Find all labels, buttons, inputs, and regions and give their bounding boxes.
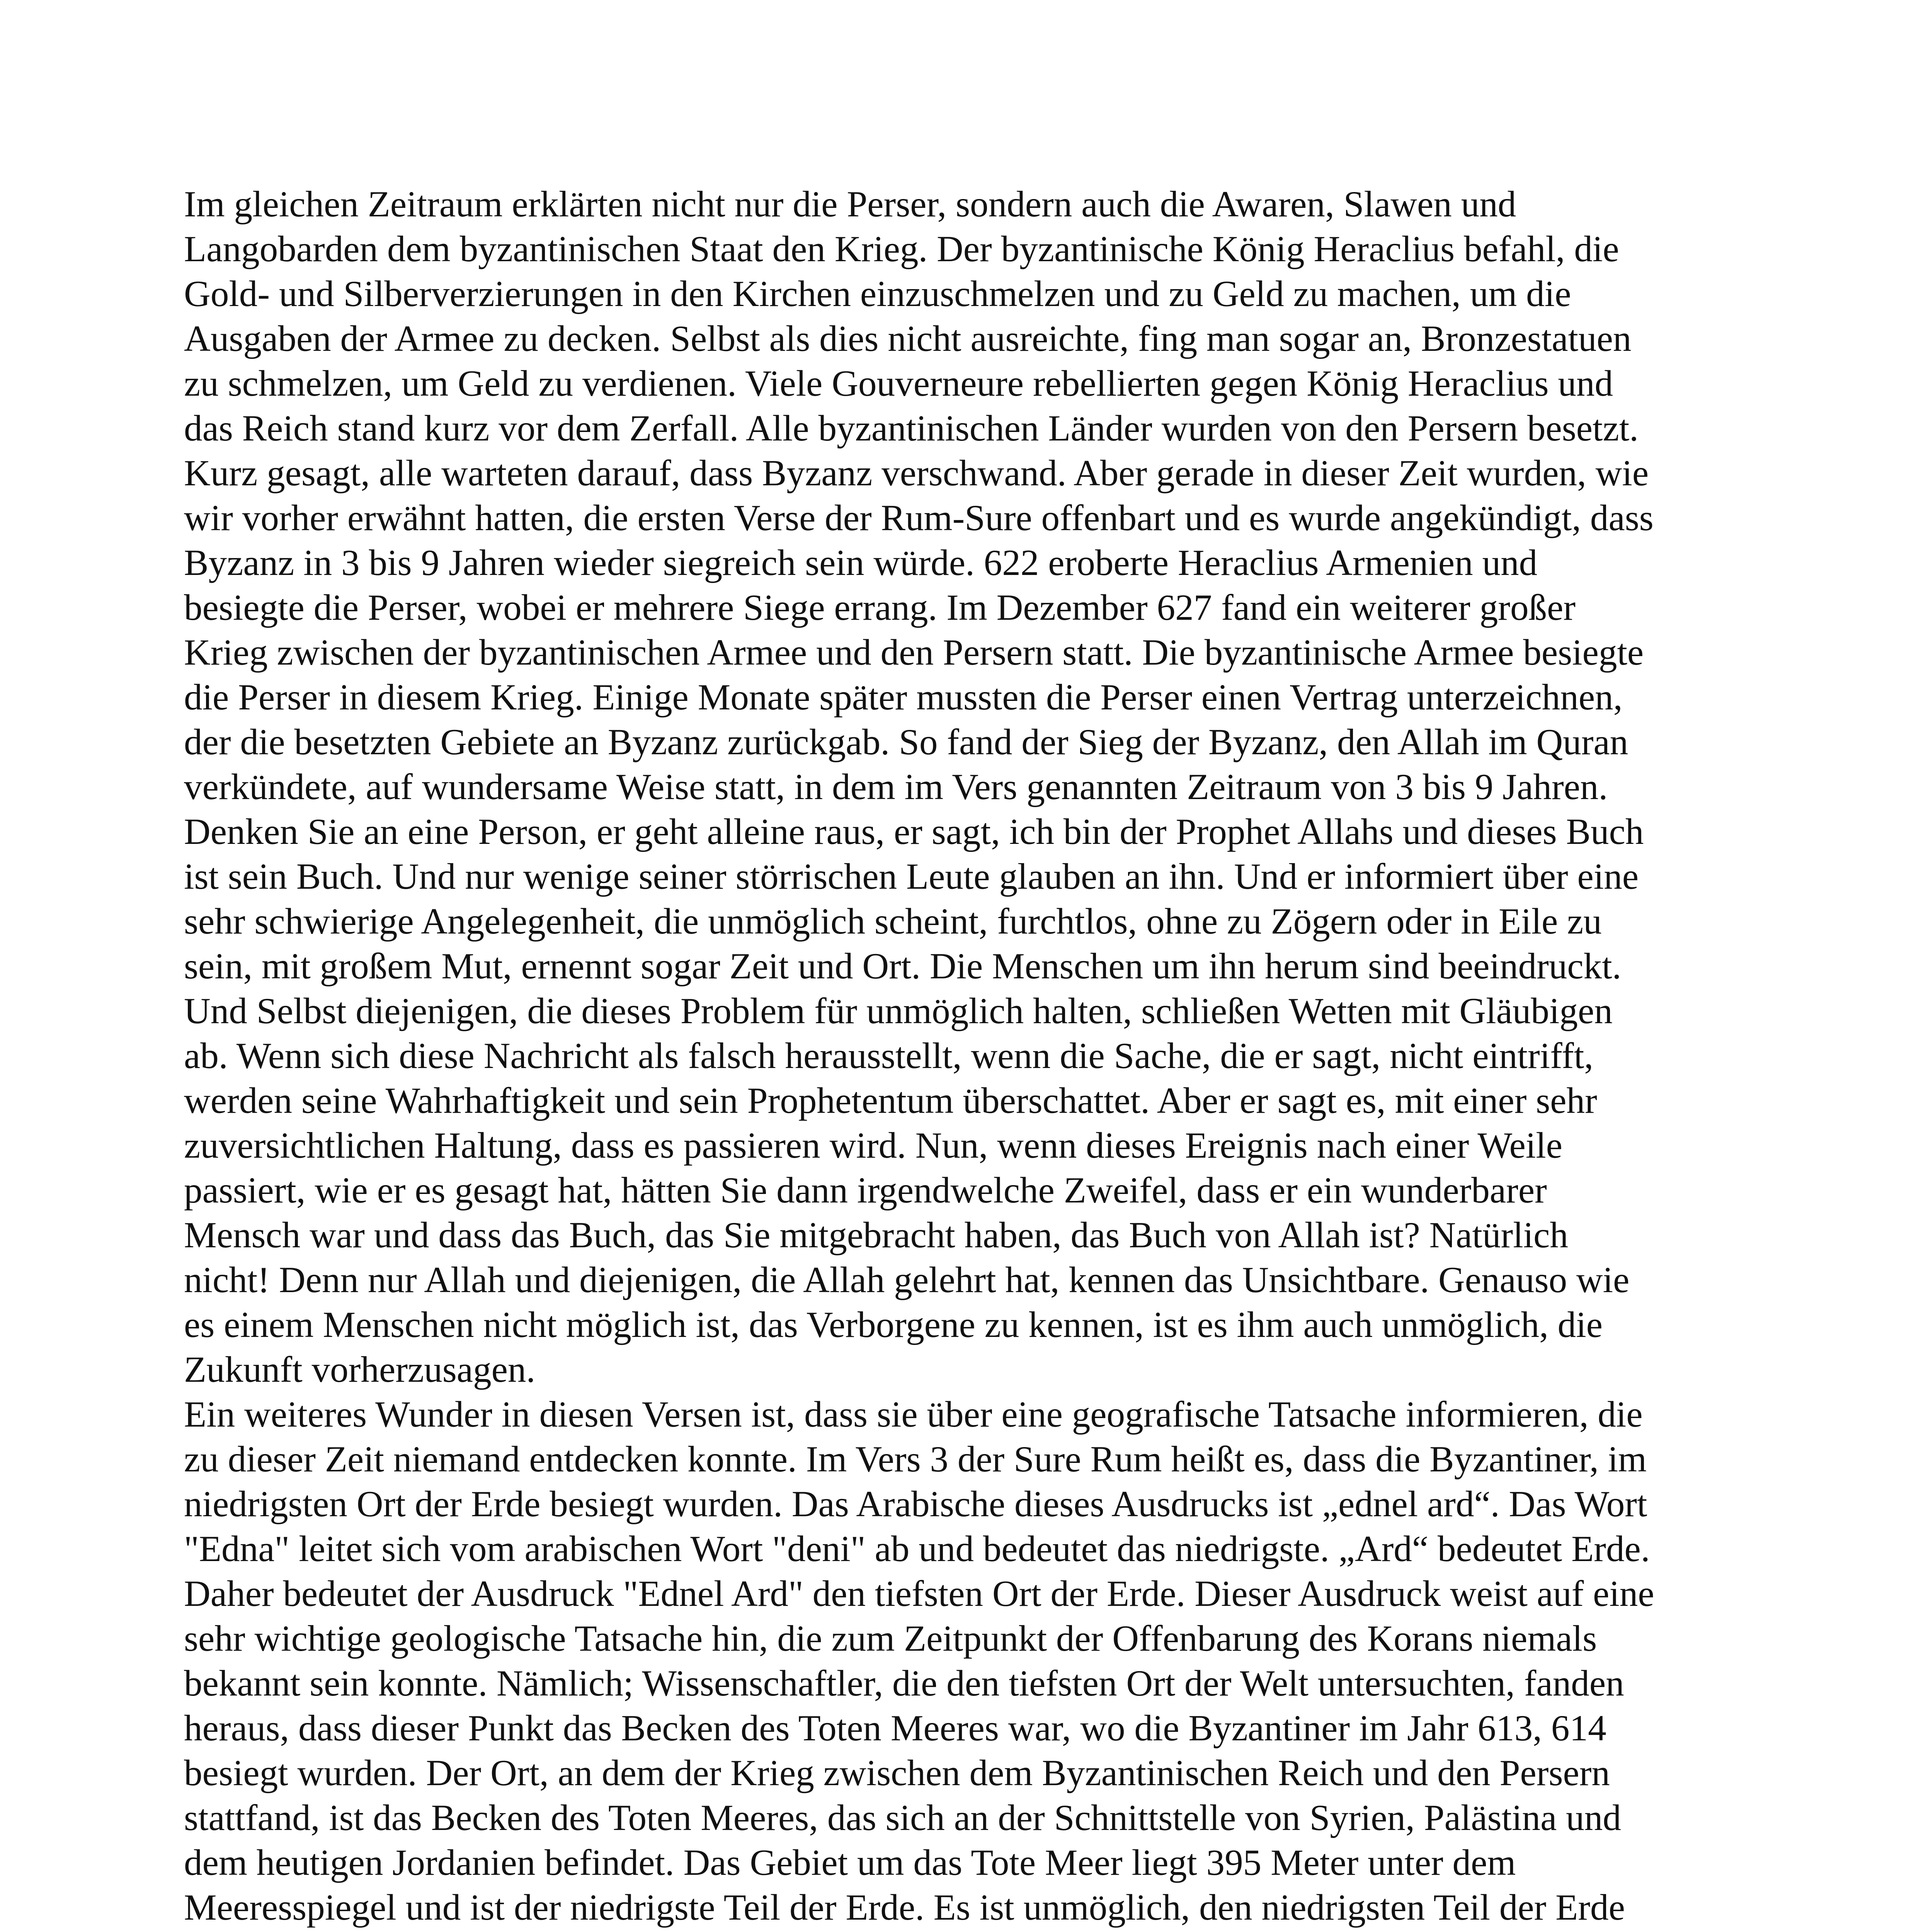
text-line: Im gleichen Zeitraum erklärten nicht nur die Perser, sondern auch die Awaren, Slawen und [184,184,1516,224]
text-line: ab. Wenn sich diese Nachricht als falsch herausstellt, wenn die Sache, die er sagt, nicht eintrifft, [184,1035,1594,1076]
body-paragraph-1 [184,182,1784,1392]
text-line: sein, mit großem Mut, ernennt sogar Zeit und Ort. Die Menschen um ihn herum sind beeindruckt. [184,946,1622,986]
text-line: Gold- und Silberverzierungen in den Kirchen einzuschmelzen und zu Geld zu machen, um die [184,273,1571,314]
document-page [184,182,1784,1932]
text-line: Zukunft vorherzusagen. [184,1349,536,1390]
text-line: Mensch war und dass das Buch, das Sie mitgebracht haben, das Buch von Allah ist? Natürlich [184,1214,1568,1255]
text-line: sehr wichtige geologische Tatsache hin, die zum Zeitpunkt der Offenbarung des Korans niemals [184,1618,1597,1659]
text-line: besiegt wurden. Der Ort, an dem der Krieg zwischen dem Byzantinischen Reich und den Persern [184,1752,1610,1793]
text-line: zuversichtlichen Haltung, dass es passieren wird. Nun, wenn dieses Ereignis nach einer Weile [184,1125,1562,1166]
text-line: nicht! Denn nur Allah und diejenigen, die Allah gelehrt hat, kennen das Unsichtbare. Genauso wie [184,1259,1630,1300]
text-line: heraus, dass dieser Punkt das Becken des Toten Meeres war, wo die Byzantiner im Jahr 613, 614 [184,1708,1606,1748]
text-line: ist sein Buch. Und nur wenige seiner störrischen Leute glauben an ihn. Und er informiert über eine [184,856,1639,897]
text-line: Daher bedeutet der Ausdruck "Ednel Ard" den tiefsten Ort der Erde. Dieser Ausdruck weist auf eine [184,1573,1654,1614]
text-line: stattfand, ist das Becken des Toten Meeres, das sich an der Schnittstelle von Syrien, Palästina und [184,1797,1621,1838]
text-line: bekannt sein konnte. Nämlich; Wissenschaftler, die den tiefsten Ort der Welt untersuchten, fanden [184,1663,1624,1704]
text-line: "Edna" leitet sich vom arabischen Wort "deni" ab und bedeutet das niedrigste. „Ard“ bedeutet Erde. [184,1528,1650,1569]
text-line: werden seine Wahrhaftigkeit und sein Prophetentum überschattet. Aber er sagt es, mit einer sehr [184,1080,1597,1121]
text-line [184,1930,1784,1932]
text-line: passiert, wie er es gesagt hat, hätten Sie dann irgendwelche Zweifel, dass er ein wunderbarer [184,1170,1547,1211]
text-line: Denken Sie an eine Person, er geht alleine raus, er sagt, ich bin der Prophet Allahs und dieses Buch [184,811,1644,852]
text-line: zu schmelzen, um Geld zu verdienen. Viele Gouverneure rebellierten gegen König Heraclius und [184,363,1613,404]
text-line: dem heutigen Jordanien befindet. Das Gebiet um das Tote Meer liegt 395 Meter unter dem [184,1842,1516,1883]
text-line: es einem Menschen nicht möglich ist, das Verborgene zu kennen, ist es ihm auch unmöglich, die [184,1304,1603,1345]
text-line: Ein weiteres Wunder in diesen Versen ist, dass sie über eine geografische Tatsache informieren, die [184,1394,1643,1435]
text-line: Kurz gesagt, alle warteten darauf, dass Byzanz verschwand. Aber gerade in dieser Zeit wurden, wie [184,452,1649,493]
body-paragraph-2 [184,1392,1784,1932]
text-line: Ausgaben der Armee zu decken. Selbst als dies nicht ausreichte, fing man sogar an, Bronzestatuen [184,318,1632,359]
text-line: niedrigsten Ort der Erde besiegt wurden. Das Arabische dieses Ausdrucks ist „ednel ard“. Das Wort [184,1483,1647,1524]
text-line: die Perser in diesem Krieg. Einige Monate später mussten die Perser einen Vertrag unterzeichnen, [184,677,1623,718]
text-line: zu dieser Zeit niemand entdecken konnte. Im Vers 3 der Sure Rum heißt es, dass die Byzantiner, im [184,1439,1647,1480]
text-line: Und Selbst diejenigen, die dieses Problem für unmöglich halten, schließen Wetten mit Gläubigen [184,990,1613,1031]
text-line: Langobarden dem byzantinischen Staat den Krieg. Der byzantinische König Heraclius befahl, die [184,228,1619,269]
text-line: Meeresspiegel und ist der niedrigste Teil der Erde. Es ist unmöglich, den niedrigsten Teil der Erde [184,1887,1625,1928]
text-line: Byzanz in 3 bis 9 Jahren wieder siegreich sein würde. 622 eroberte Heraclius Armenien und [184,542,1538,583]
text-line: wir vorher erwähnt hatten, die ersten Verse der Rum-Sure offenbart und es wurde angekündigt, dass [184,497,1654,538]
text-line: verkündete, auf wundersame Weise statt, in dem im Vers genannten Zeitraum von 3 bis 9 Jahren. [184,766,1608,807]
text-line: sehr schwierige Angelegenheit, die unmöglich scheint, furchtlos, ohne zu Zögern oder in Eile zu [184,901,1602,942]
text-line: der die besetzten Gebiete an Byzanz zurückgab. So fand der Sieg der Byzanz, den Allah im Quran [184,721,1628,762]
text-line: das Reich stand kurz vor dem Zerfall. Alle byzantinischen Länder wurden von den Persern besetzt. [184,408,1639,449]
text-line: Krieg zwischen der byzantinischen Armee und den Persern statt. Die byzantinische Armee besiegte [184,632,1644,673]
text-line: besiegte die Perser, wobei er mehrere Siege errang. Im Dezember 627 fand ein weiterer großer [184,587,1576,628]
